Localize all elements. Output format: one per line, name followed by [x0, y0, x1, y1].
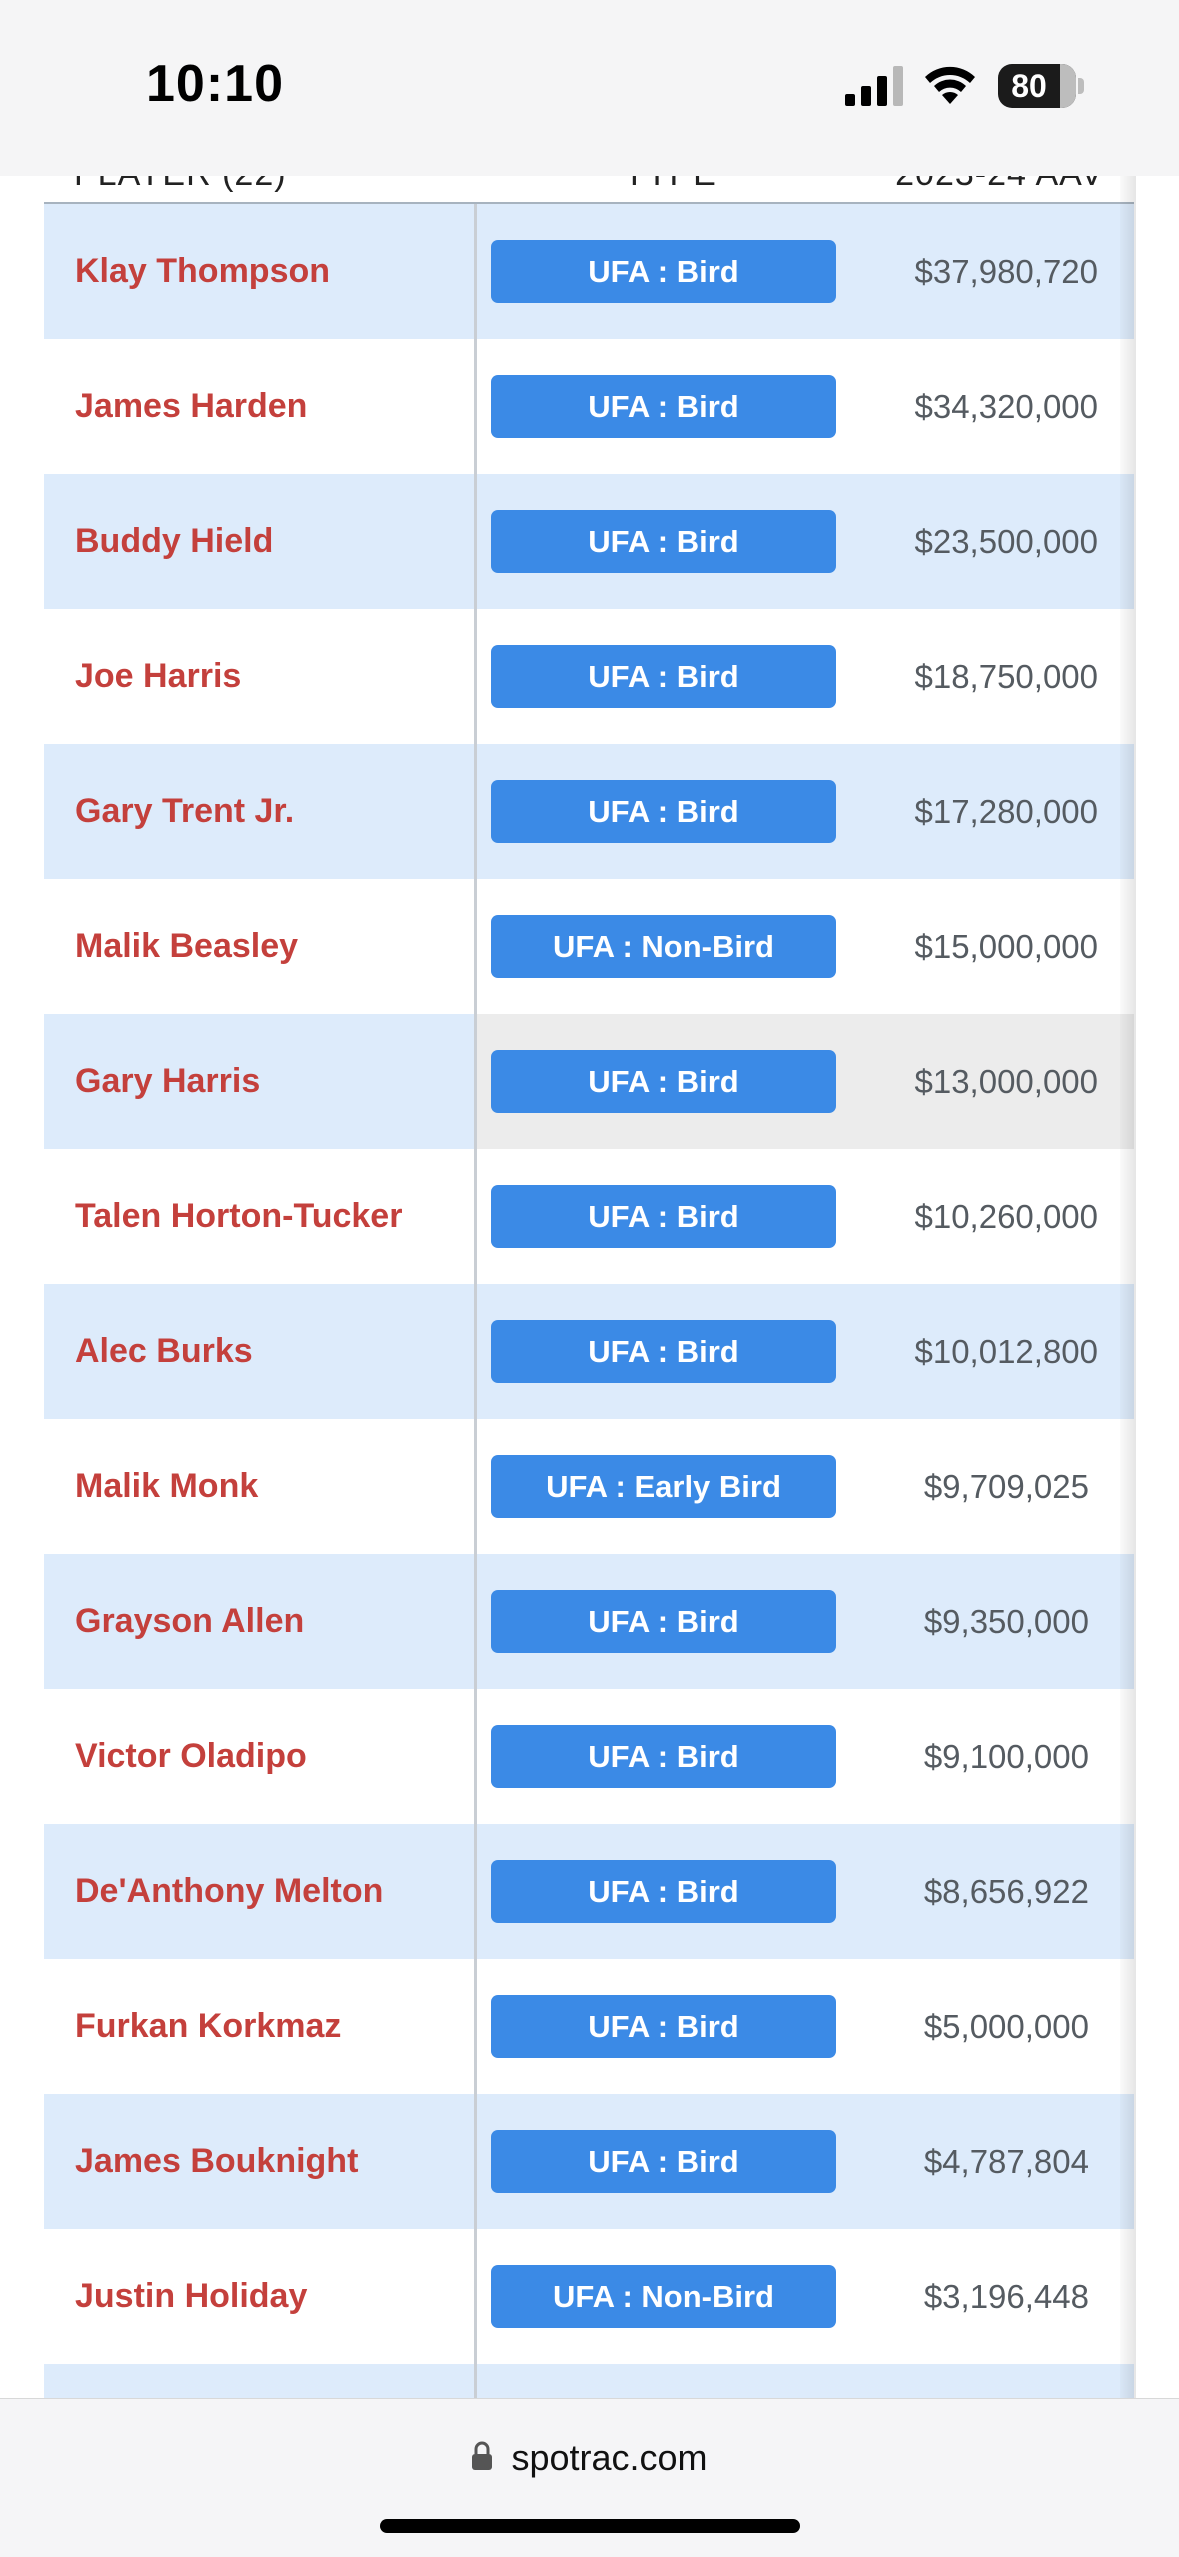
free-agent-type-badge: UFA : Bird [491, 1995, 836, 2058]
type-cell [477, 474, 857, 609]
type-cell [477, 1554, 857, 1689]
table-row[interactable] [44, 744, 1134, 879]
table-row[interactable] [44, 339, 1134, 474]
type-cell [477, 1419, 857, 1554]
aav-value: $34,320,000 [914, 387, 1098, 425]
type-cell [477, 609, 857, 744]
aav-cell [857, 609, 1134, 744]
aav-cell [857, 1284, 1134, 1419]
aav-value: $17,280,000 [914, 792, 1098, 830]
player-cell [44, 1419, 474, 1554]
player-link[interactable]: Talen Horton-Tucker [75, 1197, 403, 1235]
url-field[interactable] [0, 2437, 1179, 2479]
aav-value: $10,260,000 [914, 1197, 1098, 1235]
player-cell [44, 1689, 474, 1824]
battery-level: 80 [1011, 68, 1047, 104]
browser-address-bar[interactable] [0, 2398, 1179, 2557]
player-cell [44, 1149, 474, 1284]
free-agent-type-badge: UFA : Bird [491, 240, 836, 303]
table-row[interactable] [44, 879, 1134, 1014]
player-link[interactable]: James Bouknight [75, 2142, 359, 2180]
player-link[interactable]: Gary Harris [75, 1062, 261, 1100]
wifi-icon [922, 62, 978, 106]
table-row[interactable] [44, 1284, 1134, 1419]
aav-cell [857, 1419, 1134, 1554]
type-cell [477, 1689, 857, 1824]
cellular-signal-icon [845, 66, 905, 106]
aav-value: $37,980,720 [914, 252, 1098, 290]
free-agent-type-badge: UFA : Bird [491, 1590, 836, 1653]
free-agent-type-badge: UFA : Non-Bird [491, 2265, 836, 2328]
aav-cell [857, 474, 1134, 609]
player-cell [44, 1554, 474, 1689]
table-row[interactable] [44, 1554, 1134, 1689]
free-agent-type-badge: UFA : Bird [491, 1185, 836, 1248]
table-row[interactable] [44, 2364, 1134, 2400]
free-agent-type-badge: UFA : Non-Bird [491, 915, 836, 978]
player-link[interactable]: Gary Trent Jr. [75, 792, 295, 830]
aav-value: $5,000,000 [923, 2007, 1089, 2045]
table-row[interactable] [44, 1014, 1134, 1149]
home-indicator[interactable] [380, 2519, 800, 2533]
scroll-edge-shadow [1120, 140, 1136, 2400]
player-link[interactable]: Victor Oladipo [75, 1737, 307, 1775]
type-cell [477, 1959, 857, 2094]
battery-icon [998, 64, 1076, 108]
aav-cell [857, 2229, 1134, 2364]
player-cell [44, 2364, 474, 2400]
player-link[interactable]: James Harden [75, 387, 308, 425]
aav-cell [857, 1824, 1134, 1959]
table-row[interactable] [44, 1824, 1134, 1959]
aav-cell [857, 1959, 1134, 2094]
player-link[interactable]: Buddy Hield [75, 522, 274, 560]
player-link[interactable]: Furkan Korkmaz [75, 2007, 342, 2045]
aav-cell [857, 339, 1134, 474]
aav-cell [857, 879, 1134, 1014]
player-link[interactable]: Alec Burks [75, 1332, 253, 1370]
table-row[interactable] [44, 609, 1134, 744]
player-cell [44, 339, 474, 474]
free-agents-table [44, 140, 1134, 2400]
aav-value: $10,012,800 [914, 1332, 1098, 1370]
free-agent-type-badge: UFA : Bird [491, 510, 836, 573]
player-cell [44, 1824, 474, 1959]
free-agent-type-badge: UFA : Bird [491, 2130, 836, 2193]
aav-value: $4,787,804 [923, 2142, 1089, 2180]
free-agent-type-badge: UFA : Bird [491, 1725, 836, 1788]
aav-cell [857, 204, 1134, 339]
player-link[interactable]: De'Anthony Melton [75, 1872, 384, 1910]
lock-icon [471, 2441, 493, 2471]
player-cell [44, 474, 474, 609]
type-cell [477, 1824, 857, 1959]
aav-cell [857, 744, 1134, 879]
aav-cell [857, 1149, 1134, 1284]
aav-value: $18,750,000 [914, 657, 1098, 695]
aav-cell [857, 1689, 1134, 1824]
player-cell [44, 609, 474, 744]
aav-cell [857, 1554, 1134, 1689]
player-link[interactable]: Grayson Allen [75, 1602, 305, 1640]
aav-value: $15,000,000 [914, 927, 1098, 965]
aav-value: $9,709,025 [923, 1467, 1089, 1505]
player-cell [44, 1014, 474, 1149]
aav-cell [857, 2094, 1134, 2229]
player-cell [44, 744, 474, 879]
type-cell [477, 2364, 857, 2400]
aav-value: $3,196,448 [923, 2277, 1089, 2315]
aav-cell [857, 1014, 1134, 1149]
free-agent-type-badge: UFA : Bird [491, 375, 836, 438]
player-cell [44, 204, 474, 339]
player-link[interactable]: Klay Thompson [75, 252, 331, 290]
type-cell [477, 204, 857, 339]
aav-value: $23,500,000 [914, 522, 1098, 560]
table-row[interactable] [44, 1689, 1134, 1824]
aav-value: $13,000,000 [914, 1062, 1098, 1100]
battery-cap [1078, 78, 1084, 94]
free-agent-type-badge: UFA : Early Bird [491, 1455, 836, 1518]
type-cell [477, 2229, 857, 2364]
table-row[interactable] [44, 1959, 1134, 2094]
player-link[interactable]: Malik Beasley [75, 927, 299, 965]
free-agent-type-badge: UFA : Bird [491, 780, 836, 843]
type-cell [477, 1014, 857, 1149]
table-row[interactable] [44, 474, 1134, 609]
table-row[interactable] [44, 2094, 1134, 2229]
table-row[interactable] [44, 204, 1134, 339]
free-agent-type-badge: UFA : Bird [491, 1320, 836, 1383]
table-row[interactable] [44, 1419, 1134, 1554]
player-link[interactable]: Joe Harris [75, 657, 242, 695]
type-cell [477, 879, 857, 1014]
aav-cell [857, 2364, 1134, 2400]
player-cell [44, 879, 474, 1014]
player-cell [44, 2229, 474, 2364]
table-row[interactable] [44, 2229, 1134, 2364]
aav-value: $9,350,000 [923, 1602, 1089, 1640]
url-text: spotrac.com [511, 2437, 708, 2478]
aav-value: $8,656,922 [923, 1872, 1089, 1910]
table-body [44, 204, 1134, 2400]
player-link[interactable]: Justin Holiday [75, 2277, 308, 2315]
status-bar [0, 0, 1179, 176]
table-row[interactable] [44, 1149, 1134, 1284]
type-cell [477, 1284, 857, 1419]
free-agent-type-badge: UFA : Bird [491, 645, 836, 708]
status-time: 10:10 [146, 55, 284, 113]
free-agent-type-badge: UFA : Bird [491, 1860, 836, 1923]
player-cell [44, 2094, 474, 2229]
free-agent-type-badge: UFA : Bird [491, 1050, 836, 1113]
player-link[interactable]: Malik Monk [75, 1467, 259, 1505]
player-cell [44, 1959, 474, 2094]
type-cell [477, 2094, 857, 2229]
type-cell [477, 339, 857, 474]
aav-value: $9,100,000 [923, 1737, 1089, 1775]
player-cell [44, 1284, 474, 1419]
type-cell [477, 1149, 857, 1284]
type-cell [477, 744, 857, 879]
